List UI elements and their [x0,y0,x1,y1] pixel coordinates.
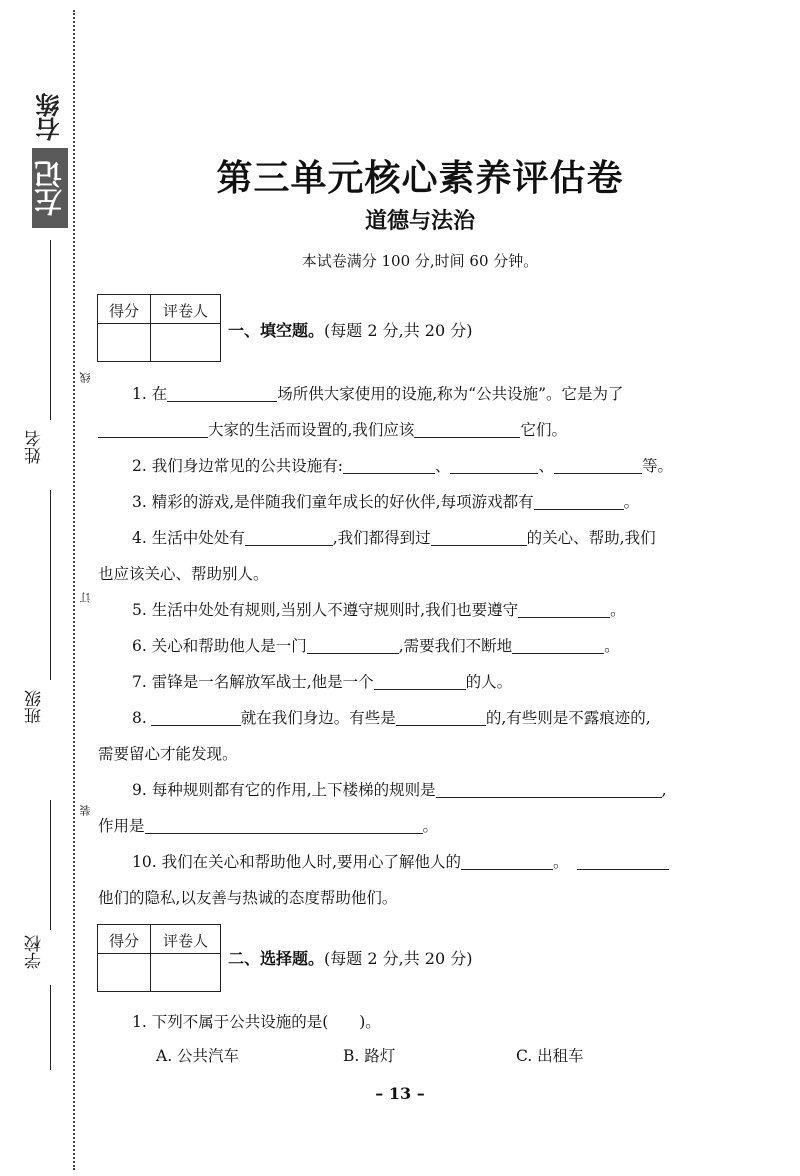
subject-title: 道德与法治 [364,209,475,234]
binding-mark-line: 线 [79,372,92,383]
option-a[interactable]: A. 公共汽车 [156,1047,240,1065]
name-field-line [50,240,51,420]
option-c[interactable]: C. 出租车 [516,1047,584,1065]
answer-blank[interactable] [512,638,604,655]
class-label: 班级 [25,690,45,724]
grader-input-cell[interactable] [151,955,220,991]
answer-blank[interactable] [396,710,486,727]
page-number: – 13 – [375,1084,425,1103]
answer-blank[interactable] [307,638,399,655]
score-box-section2 [97,924,221,992]
answer-blank[interactable] [343,458,435,475]
answer-blank[interactable] [450,458,538,475]
score-label: 得分 [108,932,139,950]
question-8-line1: 8. 就在我们身边。有些是 的,有些则是不露痕迹的, [132,709,651,727]
question-8-line2: 需要留心才能发现。 [98,745,238,763]
brand-text-right: 右练 [36,93,64,141]
answer-blank[interactable] [167,386,277,403]
page-title: 第三单元核心素养评估卷 [216,158,624,199]
section1-heading [228,318,472,341]
binding-mark-zhuang: 装 [79,805,92,816]
exam-note: 本试卷满分 100 分,时间 60 分钟。 [301,252,539,270]
question-10-line2: 他们的隐私,以友善与热诚的态度帮助他们。 [98,889,398,907]
choice-question-1: 1. 下列不属于公共设施的是( )。 [132,1013,381,1031]
brand-text-left: 左记 [32,148,68,228]
question-9-line1: 9. 每种规则都有它的作用,上下楼梯的规则是 , [132,781,667,799]
binding-mark-ding: 订 [79,592,92,603]
class-field-line [50,490,51,680]
answer-blank[interactable] [431,530,527,547]
answer-blank[interactable] [461,854,553,871]
answer-blank[interactable] [577,854,669,871]
section1-points: (每题 2 分,共 20 分) [324,321,473,340]
question-4-line1: 4. 生活中处处有 ,我们都得到过 的关心、帮助,我们 [132,529,656,547]
answer-blank[interactable] [554,458,642,475]
grader-input-cell[interactable] [151,325,220,361]
section2-heading [228,946,472,969]
answer-blank[interactable] [98,422,208,439]
answer-blank[interactable] [374,674,466,691]
brand-logo [32,88,72,228]
school-label: 学校 [25,935,45,969]
score-input-cell[interactable] [98,955,150,991]
answer-blank[interactable] [414,422,520,439]
school-field-line-lower [50,985,51,1070]
score-input-cell[interactable] [98,325,150,361]
section2-points: (每题 2 分,共 20 分) [324,949,473,968]
answer-blank[interactable] [436,782,662,799]
question-6: 6. 关心和帮助他人是一门 ,需要我们不断地 。 [132,637,620,655]
question-2: 2. 我们身边常见的公共设施有: 、 、 等。 [132,457,673,475]
binding-dotted-line [73,10,75,1170]
name-label: 姓名 [25,430,45,464]
school-field-line [50,800,51,930]
option-b[interactable]: B. 路灯 [343,1047,396,1065]
answer-blank[interactable] [534,494,624,511]
score-box-section1 [97,294,221,362]
question-4-line2: 也应该关心、帮助别人。 [98,565,269,583]
grader-label: 评卷人 [162,932,208,950]
answer-blank[interactable] [245,530,333,547]
question-5: 5. 生活中处处有规则,当别人不遵守规则时,我们也要遵守 。 [132,601,626,619]
score-label: 得分 [108,302,139,320]
question-1-line1: 1. 在 场所供大家使用的设施,称为“公共设施”。它是为了 [132,385,624,403]
answer-blank[interactable] [145,818,423,835]
answer-blank[interactable] [518,602,610,619]
question-1-line2: 大家的生活而设置的,我们应该 它们。 [98,418,738,440]
section2-title: 二、选择题。 [228,949,325,968]
question-10-line1: 10. 我们在关心和帮助他人时,要用心了解他人的 。 [98,850,772,872]
question-7: 7. 雷锋是一名解放军战士,他是一个 的人。 [132,673,513,691]
answer-blank[interactable] [151,710,241,727]
section1-title: 一、填空题。 [228,321,325,340]
question-3: 3. 精彩的游戏,是伴随我们童年成长的好伙伴,每项游戏都有 。 [132,493,640,511]
grader-label: 评卷人 [162,302,208,320]
question-9-line2: 作用是 。 [98,817,439,835]
